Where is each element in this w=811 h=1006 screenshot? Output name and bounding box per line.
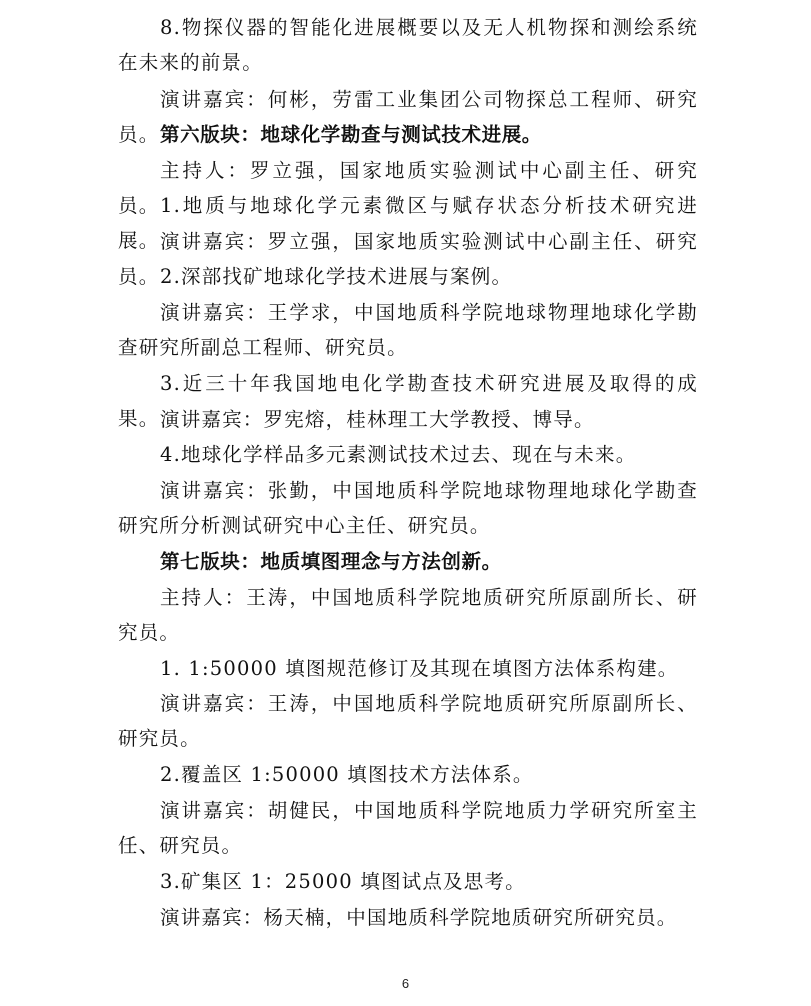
section-6-item-2: 2.深部找矿地球化学技术进展与案例。 [160,265,513,288]
page-number: 6 [401,976,410,991]
speaker-yang-tiannan: 演讲嘉宾：杨天楠，中国地质科学院地质研究所研究员。 [160,906,678,929]
speaker-luo-liqiang: 演讲嘉宾：罗立强，国家地质实验测试中心副主任、研究员。 [118,230,698,288]
section-6-item-3: 3.近三十年我国地电化学勘查技术研究进展及取得的成果。 [118,372,698,430]
section-7-heading: 第七版块：地质填图理念与方法创新。 [160,550,502,573]
speaker-wang-tao: 演讲嘉宾：王涛，中国地质科学院地质研究所原副所长、研究员。 [118,692,698,750]
section-7-item-1: 1. 1:50000 填图规范修订及其现在填图方法体系构建。 [160,657,679,680]
section-7-item-2: 2.覆盖区 1:50000 填图技术方法体系。 [160,763,534,786]
section-6-heading: 第六版块：地球化学勘查与测试技术进展。 [160,123,542,146]
host-luo-liqiang: 主持人：罗立强，国家地质实验测试中心副主任、研究员。 [118,159,698,217]
section-6-item-4: 4.地球化学样品多元素测试技术过去、现在与未来。 [160,443,637,466]
item-8-title: 8.物探仪器的智能化进展概要以及无人机物探和测绘系统在未来的前景。 [118,16,698,74]
speaker-luo-xianrong: 演讲嘉宾：罗宪熔，桂林理工大学教授、博导。 [160,408,595,431]
speaker-hu-jianmin: 演讲嘉宾：胡健民，中国地质科学院地质力学研究所室主任、研究员。 [118,799,698,857]
speaker-zhang-qin: 演讲嘉宾：张勤，中国地质科学院地球物理地球化学勘查研究所分析测试研究中心主任、研究员。 [118,479,698,537]
speaker-he-bin: 演讲嘉宾：何彬，劳雷工业集团公司物探总工程师、研究员。 [118,88,698,146]
speaker-wang-xueqiu: 演讲嘉宾：王学求，中国地质科学院地球物理地球化学勘查研究所副总工程师、研究员。 [118,301,698,359]
section-7-item-3: 3.矿集区 1：25000 填图试点及思考。 [160,870,526,893]
section-6-item-1: 1.地质与地球化学元素微区与赋存状态分析技术研究进展。 [118,194,698,252]
host-wang-tao: 主持人：王涛，中国地质科学院地质研究所原副所长、研究员。 [118,586,698,644]
